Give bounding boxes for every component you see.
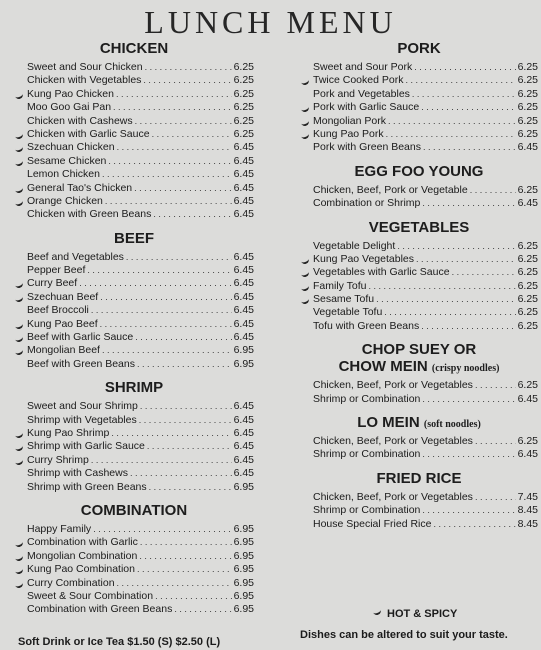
dot-leader [108,155,231,168]
item-price: 6.95 [233,589,254,602]
menu-item [300,293,538,306]
item-price: 6.25 [517,183,538,196]
dot-leader [405,74,515,87]
menu-item [300,306,538,319]
pepper-icon [14,158,24,167]
dot-leader [102,168,232,181]
menu-item [14,128,254,141]
section-title-text: CHICKEN [99,40,169,57]
section-gap [14,617,254,625]
dot-leader [152,128,232,141]
item-name: Beef with Green Beans [27,357,135,370]
dot-leader [135,331,231,344]
dot-leader [126,251,232,264]
dot-leader [422,393,515,406]
item-name: Sesame Tofu [313,293,375,306]
section-title-text: CHOP SUEY OR [361,341,477,359]
menu-item [14,414,254,427]
menu-item [300,61,538,74]
item-name: Chicken with Garlic Sauce [27,127,150,140]
pepper-icon [14,334,24,343]
pepper-icon [14,579,24,588]
dot-leader [470,184,516,197]
pepper-icon [300,269,310,278]
menu-item [14,115,254,128]
menu-item [300,504,538,517]
item-name: Pepper Beef [27,264,86,277]
pepper-icon [14,566,24,575]
dot-leader [135,115,232,128]
spicy-legend-label: HOT & SPICY [387,608,458,620]
section-subtitle: (soft noodles) [423,419,481,431]
item-price: 6.25 [517,74,538,87]
item-price: 6.25 [517,319,538,332]
dot-leader [433,518,515,531]
dot-leader [145,61,232,74]
dot-leader [475,379,516,392]
dot-leader [423,141,516,154]
section-gap [300,531,538,539]
section-title [300,414,538,431]
menu-item [14,550,254,563]
pepper-icon [300,77,310,86]
dot-leader [412,88,516,101]
menu-item [300,101,538,114]
item-name: Sweet & Sour Combination [27,589,154,602]
item-price: 6.45 [233,453,254,466]
right-column [300,40,538,539]
menu-item [300,240,538,253]
dot-leader [105,195,232,208]
item-name: Chicken with Vegetables [27,74,142,87]
item-name: Kung Pao Shrimp [27,426,110,439]
item-name: Shrimp or Combination [313,448,421,461]
dot-leader [117,577,232,590]
menu-item [14,277,254,290]
pepper-icon [372,607,382,616]
dot-leader [140,536,232,549]
item-name: Pork and Vegetables [313,87,410,100]
section-title [300,219,538,236]
item-price: 8.45 [517,504,538,517]
item-price: 6.25 [517,127,538,140]
menu-item [14,358,254,371]
item-name: Happy Family [27,522,92,535]
item-name: Sweet and Sour Shrimp [27,400,138,413]
item-price: 6.25 [517,101,538,114]
menu-item [14,208,254,221]
item-name: Pork with Garlic Sauce [313,101,420,114]
dot-leader [113,101,232,114]
menu-item [14,427,254,440]
section-title-text: COMBINATION [80,501,188,519]
pepper-icon [14,457,24,466]
item-price: 6.95 [233,344,254,357]
item-price: 6.45 [233,208,254,221]
section-gap [14,222,254,230]
section-gap [300,406,538,414]
dot-leader [137,563,232,576]
item-name: Mongolian Beef [27,344,100,357]
item-price: 6.45 [233,181,254,194]
item-name: Kung Pao Chicken [27,87,114,100]
menu-item [300,448,538,461]
menu-item [14,563,254,576]
item-price: 6.25 [233,61,254,73]
menu-item [14,101,254,114]
dot-leader [100,291,231,304]
item-name: Beef Broccoli [27,304,89,317]
menu-item [300,253,538,266]
section-title [300,470,538,487]
menu-item [14,400,254,413]
item-name: Family Tofu [313,279,367,292]
section-title-text: SHRIMP [104,379,164,397]
menu-item [300,184,538,197]
menu-item [300,115,538,128]
item-name: Kung Pao Combination [27,563,135,576]
item-name: Vegetables with Garlic Sauce [313,266,450,279]
item-name: Szechuan Beef [27,290,99,303]
menu-title: LUNCH MENU [144,4,397,40]
menu-item [14,251,254,264]
item-price: 6.25 [517,266,538,279]
section-subtitle: (crispy noodles) [431,363,500,375]
item-price: 7.45 [517,490,538,503]
item-name: Beef and Vegetables [27,250,124,263]
item-price: 6.25 [233,87,254,100]
menu-item [14,182,254,195]
section-title-text: EGG FOO YOUNG [354,162,484,180]
item-price: 6.25 [233,114,254,127]
item-price: 6.45 [517,141,538,154]
dot-leader [475,491,516,504]
pepper-icon [14,539,24,548]
item-price: 6.45 [233,304,254,317]
menu-item [14,304,254,317]
menu-item [300,435,538,448]
menu-item [14,454,254,467]
menu-item [14,141,254,154]
menu-item [300,197,538,210]
pepper-icon [14,553,24,562]
pepper-icon [14,347,24,356]
dot-leader [147,440,232,453]
section-title [300,341,538,375]
menu-item [300,280,538,293]
item-name: Sesame Chicken [27,154,107,167]
menu-item [14,523,254,536]
pepper-icon [14,184,24,193]
left-column [14,40,254,625]
item-price: 6.45 [233,440,254,453]
section-title-text: LO MEIN [357,414,420,432]
dot-leader [414,61,515,74]
item-price: 6.25 [517,379,538,392]
item-price: 6.45 [517,197,538,210]
pepper-icon [300,131,310,140]
section-gap [300,155,538,163]
dot-leader [422,504,515,517]
dot-leader [452,266,516,279]
drinks-footer: Soft Drink or Ice Tea $1.50 (S) $2.50 (L) [18,636,221,648]
menu-item [14,344,254,357]
menu-item [14,74,254,87]
item-price: 6.25 [517,61,538,73]
menu-item [300,379,538,392]
item-price: 6.95 [233,536,254,549]
pepper-icon [300,104,310,113]
menu-item [14,88,254,101]
item-name: Chicken, Beef, Pork or Vegetable [313,183,468,196]
item-price: 6.25 [517,293,538,306]
item-price: 6.95 [233,603,254,616]
item-price: 6.45 [233,141,254,154]
item-price: 6.45 [233,168,254,181]
spicy-legend [373,608,457,620]
alteration-note: Dishes can be altered to suit your taste. [300,629,508,641]
item-price: 6.45 [233,331,254,344]
item-name: Combination or Shrimp [313,197,421,210]
section-gap [300,333,538,341]
dot-leader [388,115,516,128]
menu-item [14,168,254,181]
dot-leader [384,306,515,319]
dot-leader [422,448,515,461]
item-price: 6.25 [517,306,538,319]
item-name: Curry Beef [27,277,78,290]
menu-item [300,141,538,154]
section-title [14,230,254,247]
dot-leader [93,523,231,536]
menu-item [300,266,538,279]
pepper-icon [14,430,24,439]
item-price: 6.95 [233,576,254,589]
item-name: Sweet and Sour Chicken [27,61,143,73]
item-price: 6.25 [233,127,254,140]
menu-item [14,195,254,208]
item-name: Beef with Garlic Sauce [27,331,134,344]
item-price: 6.25 [233,74,254,87]
menu-item [14,264,254,277]
menu-item [14,590,254,603]
item-price: 6.95 [233,563,254,576]
item-name: Combination with Green Beans [27,603,173,616]
pepper-icon [14,91,24,100]
item-name: Shrimp with Green Beans [27,480,147,493]
item-name: Szechuan Chicken [27,141,115,154]
dot-leader [153,208,231,221]
section-title [14,40,254,57]
item-price: 6.25 [517,114,538,127]
item-name: Sweet and Sour Pork [313,61,413,73]
item-name: Moo Goo Gai Pan [27,101,112,114]
dot-leader [102,344,232,357]
dot-leader [376,293,515,306]
item-price: 8.45 [517,517,538,530]
menu-item [300,491,538,504]
item-price: 6.25 [517,239,538,252]
item-name: Kung Pao Vegetables [313,252,415,265]
section-title [300,40,538,57]
dot-leader [91,304,232,317]
item-price: 6.25 [517,435,538,448]
item-price: 6.45 [233,264,254,277]
item-price: 6.45 [233,426,254,439]
item-name: Shrimp with Vegetables [27,413,137,426]
item-name: Chicken, Beef, Pork or Vegetables [313,490,473,503]
item-name: Chicken, Beef, Pork or Vegetables [313,435,473,448]
menu-item [14,331,254,344]
dot-leader [139,550,231,563]
menu-item [14,603,254,616]
item-price: 6.45 [233,194,254,207]
dot-leader [137,358,232,371]
item-price: 6.45 [233,290,254,303]
menu-item [300,128,538,141]
item-price: 6.45 [517,448,538,461]
item-name: Vegetable Delight [313,239,396,252]
dot-leader [422,197,515,210]
item-name: House Special Fried Rice [313,517,432,530]
menu-item [300,88,538,101]
item-price: 6.95 [233,522,254,535]
item-name: Tofu with Green Beans [313,319,420,332]
section-gap [300,211,538,219]
section-gap [14,371,254,379]
pepper-icon [14,198,24,207]
dot-leader [143,74,231,87]
section-title-line2: CHOW MEIN [338,358,428,376]
item-price: 6.45 [233,250,254,263]
menu-item [300,393,538,406]
pepper-icon [300,296,310,305]
pepper-icon [300,256,310,265]
menu-item [14,536,254,549]
dot-leader [421,101,515,114]
item-name: Chicken with Green Beans [27,208,152,221]
item-name: Curry Shrimp [27,453,89,466]
section-title [300,163,538,180]
item-price: 6.25 [233,101,254,114]
item-price: 6.45 [233,154,254,167]
item-name: Mongolian Pork [313,114,386,127]
item-name: General Tao's Chicken [27,181,133,194]
item-price: 6.45 [517,392,538,405]
dot-leader [369,280,516,293]
pepper-icon [14,144,24,153]
item-name: Kung Pao Beef [27,317,98,330]
dot-leader [117,141,232,154]
dot-leader [475,435,516,448]
section-gap [300,462,538,470]
item-name: Twice Cooked Pork [313,74,404,87]
menu-item [300,74,538,87]
item-price: 6.25 [517,252,538,265]
section-title-text: VEGETABLES [368,218,470,236]
dot-leader [416,253,516,266]
menu-item [14,291,254,304]
menu-item [14,467,254,480]
pepper-icon [14,443,24,452]
item-name: Shrimp or Combination [313,504,421,517]
item-price: 6.45 [233,277,254,290]
pepper-icon [14,131,24,140]
item-price: 6.25 [517,87,538,100]
item-price: 6.95 [233,357,254,370]
dot-leader [100,318,232,331]
menu-item [14,155,254,168]
dot-leader [134,182,231,195]
pepper-icon [300,117,310,126]
dot-leader [139,414,232,427]
item-price: 6.95 [233,480,254,493]
pepper-icon [14,320,24,329]
dot-leader [421,320,515,333]
menu-item [300,518,538,531]
menu-item [300,320,538,333]
item-price: 6.45 [233,413,254,426]
section-title-text: PORK [397,40,441,57]
section-title-text: BEEF [113,229,154,247]
item-name: Kung Pao Pork [313,127,384,140]
dot-leader [149,481,232,494]
dot-leader [130,467,232,480]
pepper-icon [14,280,24,289]
item-name: Chicken, Beef, Pork or Vegetables [313,379,473,392]
dot-leader [79,277,231,290]
item-price: 6.95 [233,549,254,562]
menu-item [14,577,254,590]
pepper-icon [300,283,310,292]
item-price: 6.25 [517,279,538,292]
section-title-text: FRIED RICE [376,469,462,487]
item-name: Vegetable Tofu [313,306,383,319]
item-name: Chicken with Cashews [27,114,133,127]
dot-leader [397,240,515,253]
item-name: Shrimp or Combination [313,392,421,405]
dot-leader [91,454,232,467]
menu-item [14,318,254,331]
menu-item [14,481,254,494]
item-name: Shrimp with Cashews [27,467,128,480]
item-name: Mongolian Combination [27,549,138,562]
menu-item [14,61,254,74]
section-gap [14,494,254,502]
dot-leader [111,427,231,440]
dot-leader [155,590,231,603]
item-name: Lemon Chicken [27,168,100,181]
section-title [14,379,254,396]
menu-item [14,440,254,453]
item-price: 6.45 [233,400,254,413]
dot-leader [140,400,232,413]
item-price: 6.45 [233,467,254,480]
item-name: Curry Combination [27,576,115,589]
dot-leader [116,88,232,101]
section-title [14,502,254,519]
item-name: Orange Chicken [27,194,103,207]
dot-leader [386,128,516,141]
dot-leader [87,264,231,277]
item-name: Pork with Green Beans [313,141,421,154]
item-name: Shrimp with Garlic Sauce [27,440,145,453]
item-name: Combination with Garlic [27,536,138,549]
dot-leader [174,603,231,616]
pepper-icon [14,294,24,303]
item-price: 6.45 [233,317,254,330]
